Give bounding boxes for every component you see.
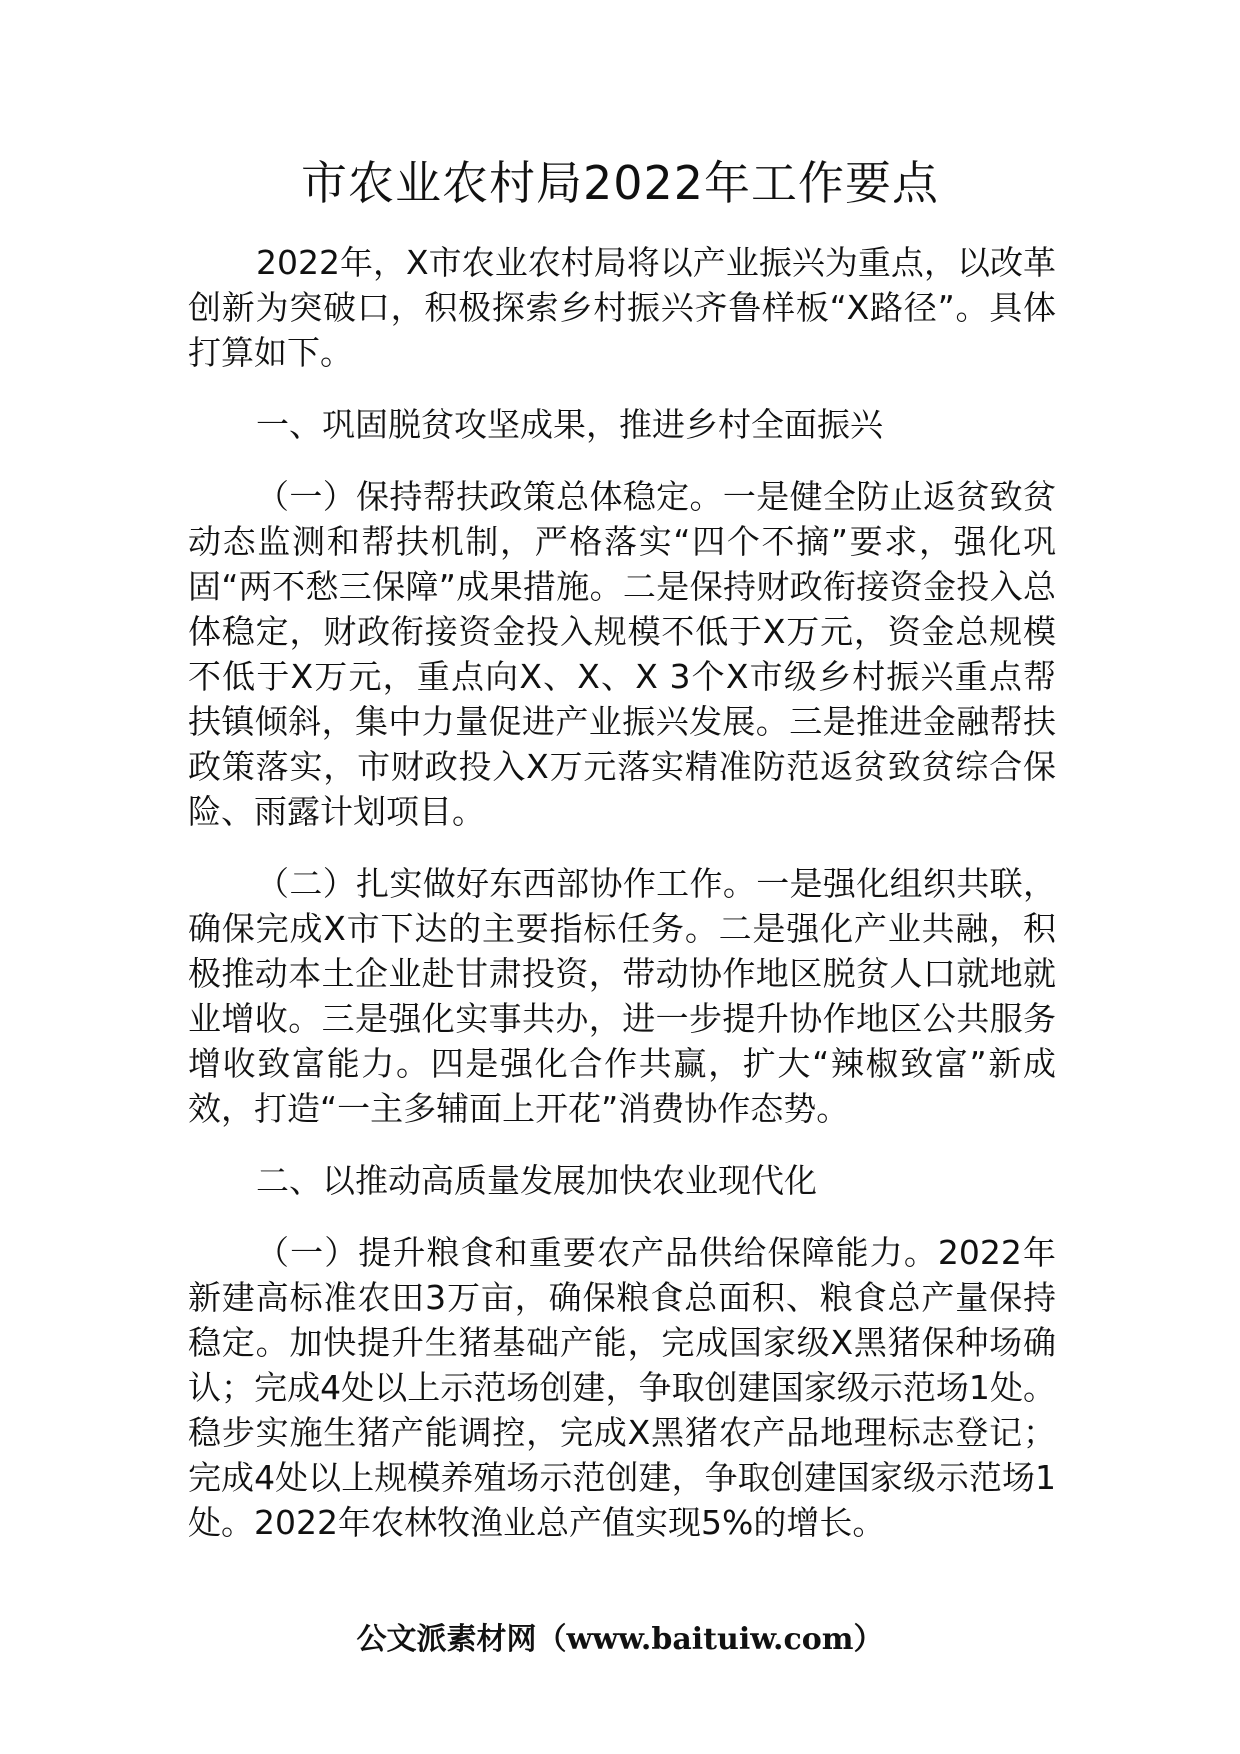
footer-watermark: 公文派素材网（www.baituiw.com） (356, 1622, 884, 1657)
document-body (188, 240, 1056, 1572)
subsection-paragraph-1-2: （二）扎实做好东西部协作工作。一是强化组织共联，确保完成X市下达的主要指标任务。二是强化产业共融，积极推动本土企业赴甘肃投资，带动协作地区脱贫人口就地就业增收。三是强化实事共办，进一步提升协作地区公共服务增收致富能力。四是强化合作共赢，扩大“辣椒致富”新成效，打造“一主多辅面上开花”消费协作态势。 (188, 864, 1056, 1128)
section-heading-2: 二、以推动高质量发展加快农业现代化 (256, 1161, 817, 1200)
subsection-paragraph-1-1: （一）保持帮扶政策总体稳定。一是健全防止返贫致贫动态监测和帮扶机制，严格落实“四个不摘”要求，强化巩固“两不愁三保障”成果措施。二是保持财政衔接资金投入总体稳定，财政衔接资金投入规模不低于X万元，资金总规模不低于X万元，重点向X、X、X 3个X市级乡村振兴重点帮扶镇倾斜，集中力量促进产业振兴发展。三是推进金融帮扶政策落实，市财政投入X万元落实精准防范返贫致贫综合保险、雨露计划项目。 (188, 477, 1056, 831)
subsection-paragraph-2-1: （一）提升粮食和重要农产品供给保障能力。2022年新建高标准农田3万亩，确保粮食总面积、粮食总产量保持稳定。加快提升生猪基础产能，完成国家级X黑猪保种场确认；完成4处以上示范场创建，争取创建国家级示范场1处。稳步实施生猪产能调控，完成X黑猪农产品地理标志登记；完成4处以上规模养殖场示范创建，争取创建国家级示范场1处。2022年农林牧渔业总产值实现5%的增长。 (188, 1233, 1056, 1542)
section-heading-1: 一、巩固脱贫攻坚成果，推进乡村全面振兴 (256, 405, 883, 444)
document-title: 市农业农村局2022年工作要点 (300, 156, 940, 210)
intro-paragraph: 2022年，X市农业农村局将以产业振兴为重点，以改革创新为突破口，积极探索乡村振兴齐鲁样板“X路径”。具体打算如下。 (188, 243, 1056, 372)
